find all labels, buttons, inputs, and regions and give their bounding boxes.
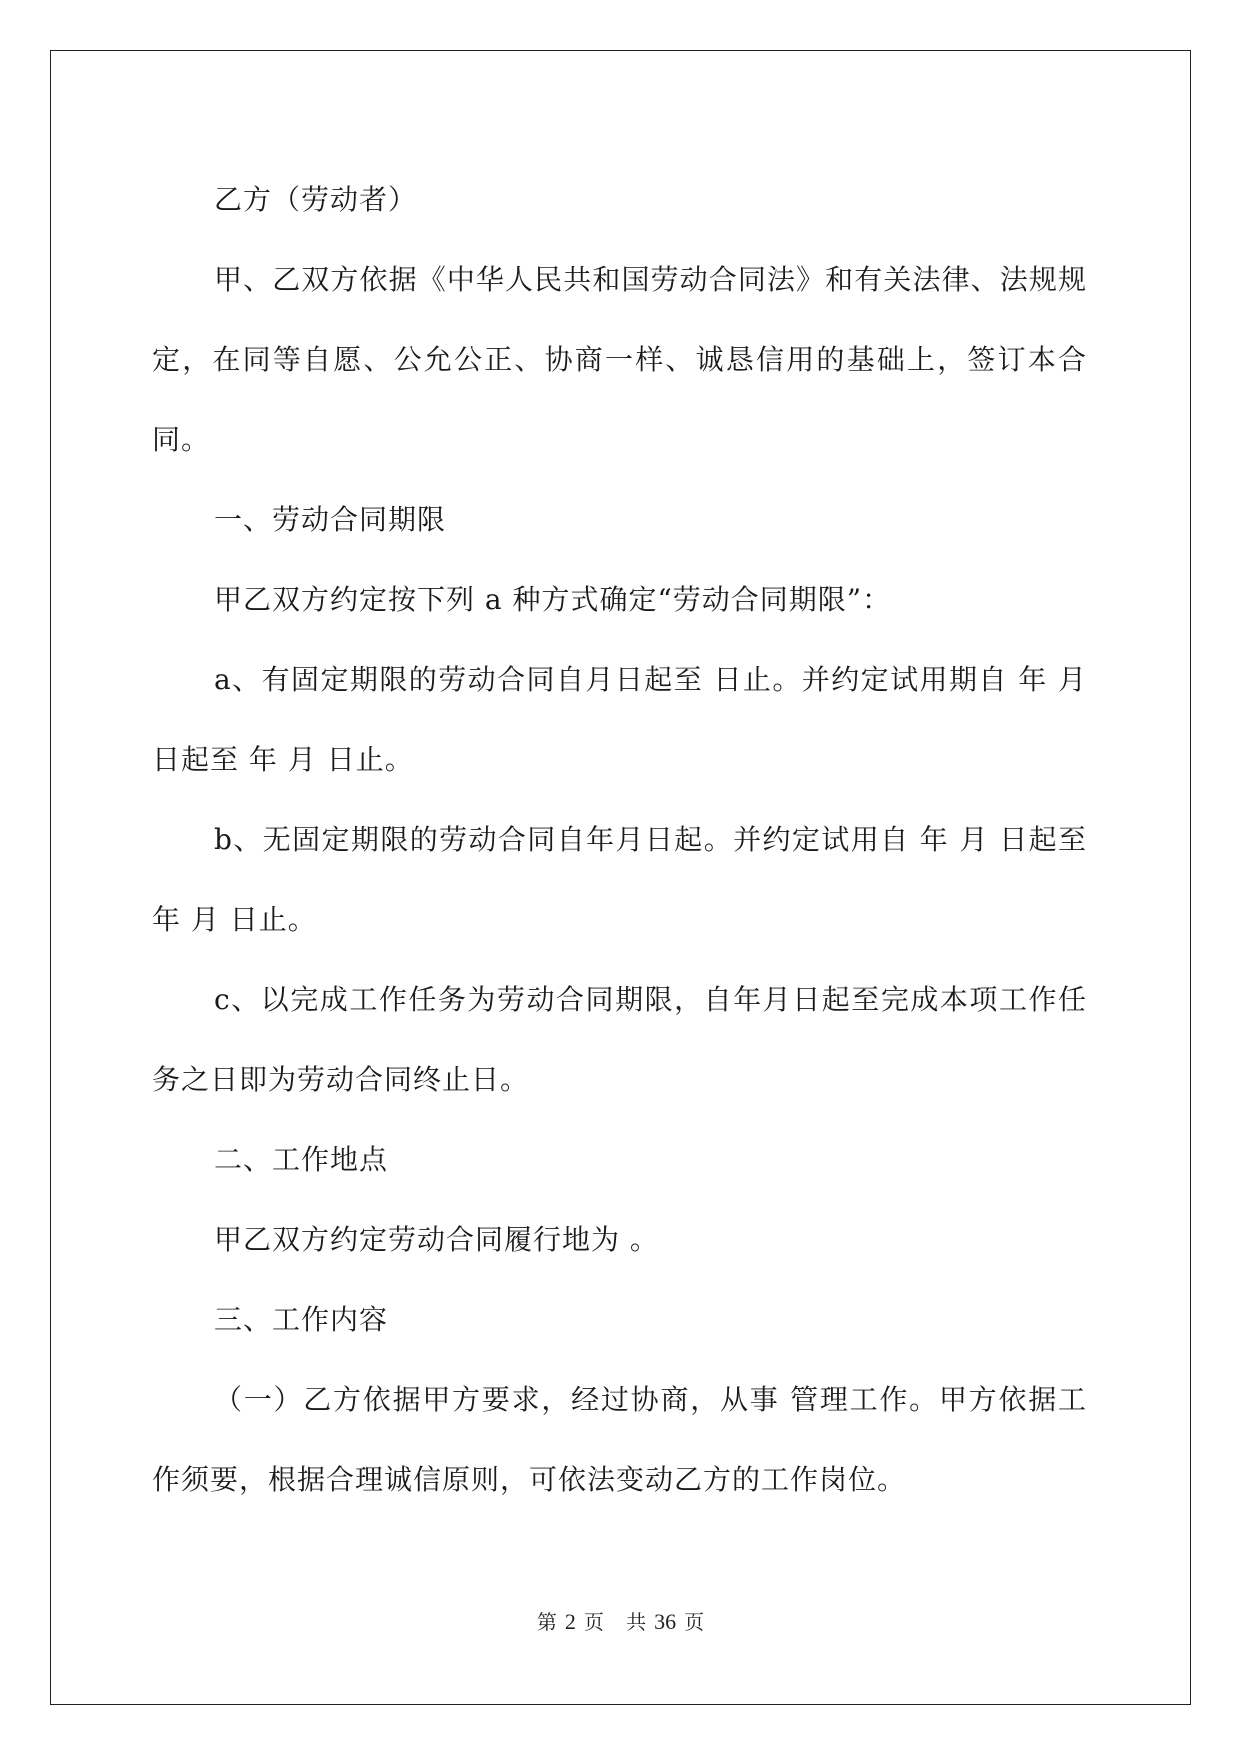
page-footer [0,1606,1241,1635]
page-prefix: 第 [536,1610,557,1634]
term-option-c: c、以完成工作任务为劳动合同期限，自年月日起至完成本项工作任务之日即为劳动合同终止日。 [152,983,1087,1096]
document-body [152,160,1097,1520]
term-option-b: b、无固定期限的劳动合同自年月日起。并约定试用自 年 月 日起至 年 月 日止。 [152,823,1097,936]
page-suffix: 页 [583,1610,604,1634]
page-indicator [533,1610,608,1634]
total-pages: 36 [654,1609,677,1634]
total-suffix: 页 [684,1610,705,1634]
section-heading-term: 一、劳动合同期限 [214,503,447,536]
content-paragraph-1: （一）乙方依据甲方要求，经过协商，从事 管理工作。甲方依据工作须要，根据合理诚信原则，可依法变动乙方的工作岗位。 [152,1383,1087,1496]
party-b-label: 乙方（劳动者） [214,183,418,216]
preamble-paragraph: 甲、乙双方依据《中华人民共和国劳动合同法》和有关法律、法规规定，在同等自愿、公允公正、协商一样、诚恳信用的基础上，签订本合同。 [152,263,1087,456]
total-prefix: 共 [626,1610,647,1634]
total-indicator [622,1610,708,1634]
location-paragraph: 甲乙双方约定劳动合同履行地为 。 [214,1223,659,1256]
term-method-paragraph: 甲乙双方约定按下列 a 种方式确定“劳动合同期限”： [214,583,892,616]
section-heading-content: 三、工作内容 [214,1303,389,1336]
section-heading-location: 二、工作地点 [214,1143,389,1176]
page-number: 2 [564,1609,576,1634]
term-option-a: a、有固定期限的劳动合同自月日起至 日止。并约定试用期自 年 月 日起至 年 月 日止。 [152,663,1097,776]
